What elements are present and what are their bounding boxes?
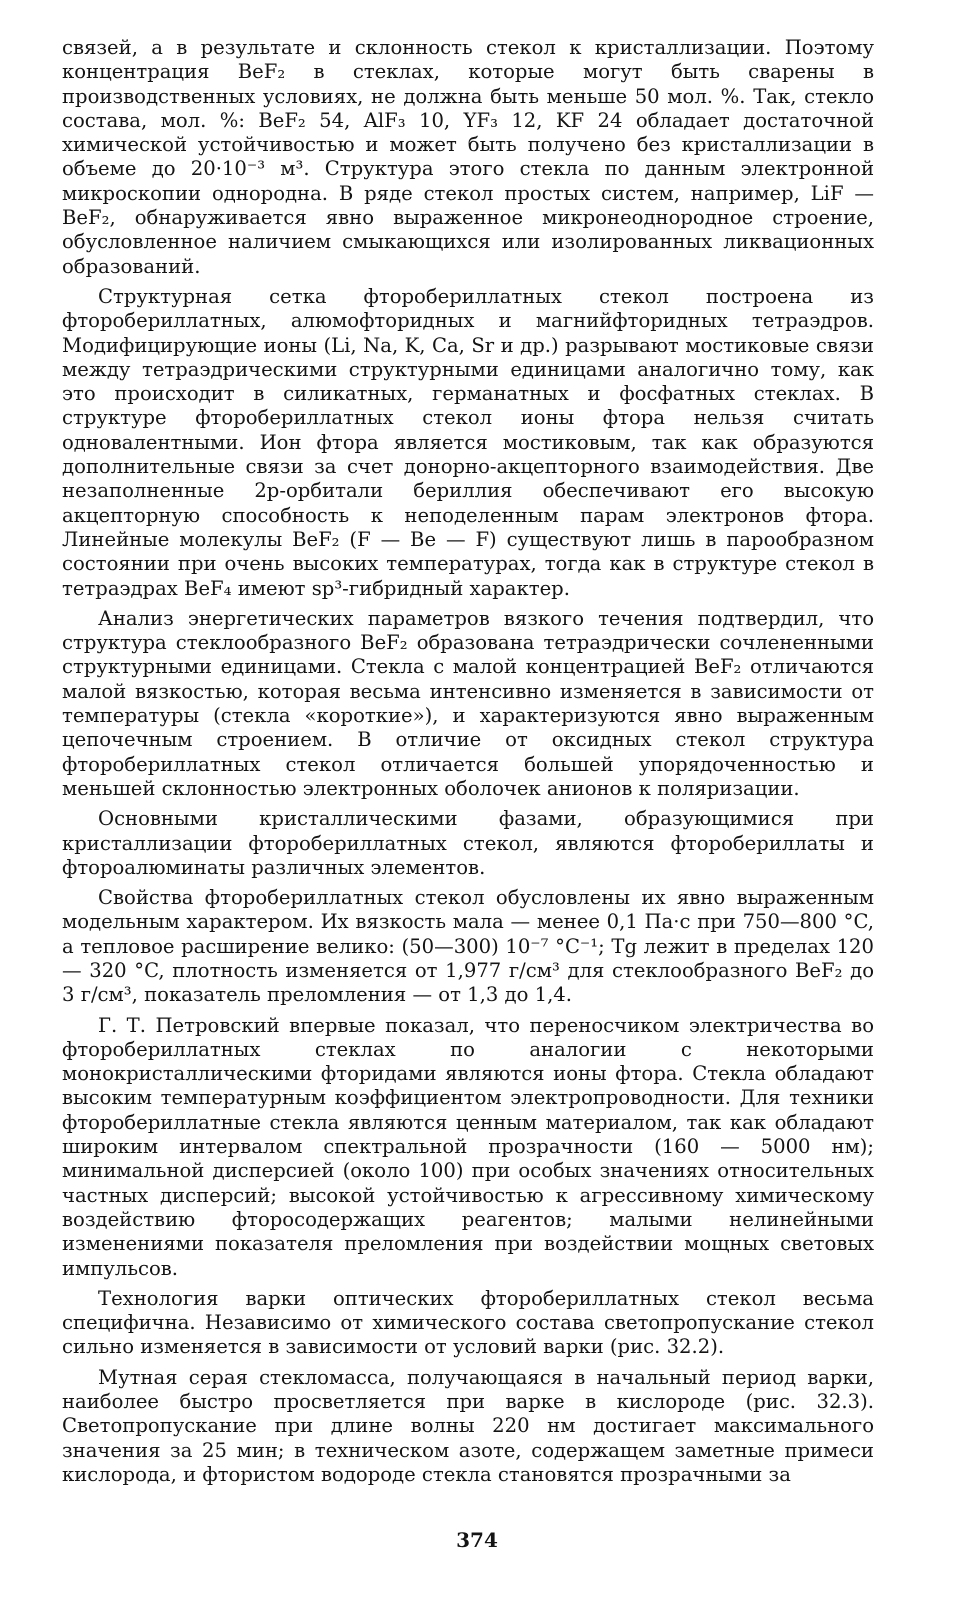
paragraph-petrovsky: Г. Т. Петровский впервые показал, что переносчиком электричества во фторобериллатных стеклах по аналогии с некоторыми монокристаллическими фторидами являются ионы фтора. Стекла обладают высоким температурным коэффициентом электропроводности. Для техники фторобериллатные стекла являются ценным материалом, так как обладают широким интервалом спектральной прозрачности (160 — 5000 нм); минимальной дисперсией (около 100) при особых значениях относительных частных дисперсий; высокой устойчивостью к агрессивному химическому воздействию фторосодержащих реагентов; малыми нелинейными изменениями показателя преломления при воздействии мощных световых импульсов. bbox=[62, 1013, 874, 1280]
paragraph-structure-network: Структурная сетка фторобериллатных стекол построена из фторобериллатных, алюмофторидных и магнийфторидных тетраэдров. Модифицирующие ионы (Li, Na, K, Ca, Sr и др.) разрывают мостиковые связи между тетраэдрическими структурными единицами аналогично тому, как это происходит в силикатных, германатных и фосфатных стеклах. В структуре фторобериллатных стекол ионы фтора нельзя считать одновалентными. Ион фтора является мостиковым, так как образуются дополнительные связи за счет донорно-акцепторного взаимодействия. Две незаполненные 2p-орбитали бериллия обеспечивают его высокую акцепторную способность к неподеленным парам электронов фтора. Линейные молекулы BeF₂ (F — Be — F) существуют лишь в парообразном состоянии при очень высоких температурах, тогда как в структуре стекол в тетраэдрах BeF₄ имеют sp³-гибридный характер. bbox=[62, 284, 874, 600]
page-number: 374 bbox=[456, 1528, 498, 1552]
page-body bbox=[62, 36, 874, 1493]
paragraph-viscous-flow: Анализ энергетических параметров вязкого течения подтвердил, что структура стеклообразного BeF₂ образована тетраэдрически сочлененными структурными единицами. Стекла с малой концентрацией BeF₂ отличаются малой вязкостью, которая весьма интенсивно изменяется в зависимости от температуры (стекла «короткие»), и характеризуются явно выраженным цепочечным строением. В отличие от оксидных стекол структура фторобериллатных стекол отличается большей упорядоченностью и меньшей склонностью электронных оболочек анионов к поляризации. bbox=[62, 606, 874, 800]
paragraph-properties: Свойства фторобериллатных стекол обусловлены их явно выраженным модельным характером. Их вязкость мала — менее 0,1 Па·с при 750—800 °C, а тепловое расширение велико: (50—300) 10⁻⁷ °C⁻¹; Tg лежит в пределах 120 — 320 °C, плотность изменяется от 1,977 г/см³ для стеклообразного BeF₂ до 3 г/см³, показатель преломления — от 1,3 до 1,4. bbox=[62, 886, 874, 1007]
paragraph-cloudy-glass: Мутная серая стекломасса, получающаяся в начальный период варки, наиболее быстро просветляется при варке в кислороде (рис. 32.3). Светопропускание при длине волны 220 нм достигает максимального значения за 25 мин; в техническом азоте, содержащем заметные примеси кислорода, и фтористом водороде стекла становятся прозрачными за bbox=[62, 1365, 874, 1486]
paragraph-continuation: связей, а в результате и склонность стекол к кристаллизации. Поэтому концентрация BeF₂ в стеклах, которые могут быть сварены в производственных условиях, не должна быть меньше 50 мол. %. Так, стекло состава, мол. %: BeF₂ 54, AlF₃ 10, YF₃ 12, KF 24 обладает достаточной химической устойчивостью и может быть получено без кристаллизации в объеме до 20·10⁻³ м³. Структура этого стекла по данным электронной микроскопии однородна. В ряде стекол простых систем, например, LiF — BeF₂, обнаруживается явно выраженное микронеоднородное строение, обусловленное наличием смыкающихся или изолированных ликвационных образований. bbox=[62, 36, 874, 278]
paragraph-technology: Технология варки оптических фторобериллатных стекол весьма специфична. Независимо от химического состава светопропускание стекол сильно изменяется в зависимости от условий варки (рис. 32.2). bbox=[62, 1286, 874, 1359]
paragraph-crystalline-phases: Основными кристаллическими фазами, образующимися при кристаллизации фторобериллатных стекол, являются фторобериллаты и фтороалюминаты различных элементов. bbox=[62, 807, 874, 879]
